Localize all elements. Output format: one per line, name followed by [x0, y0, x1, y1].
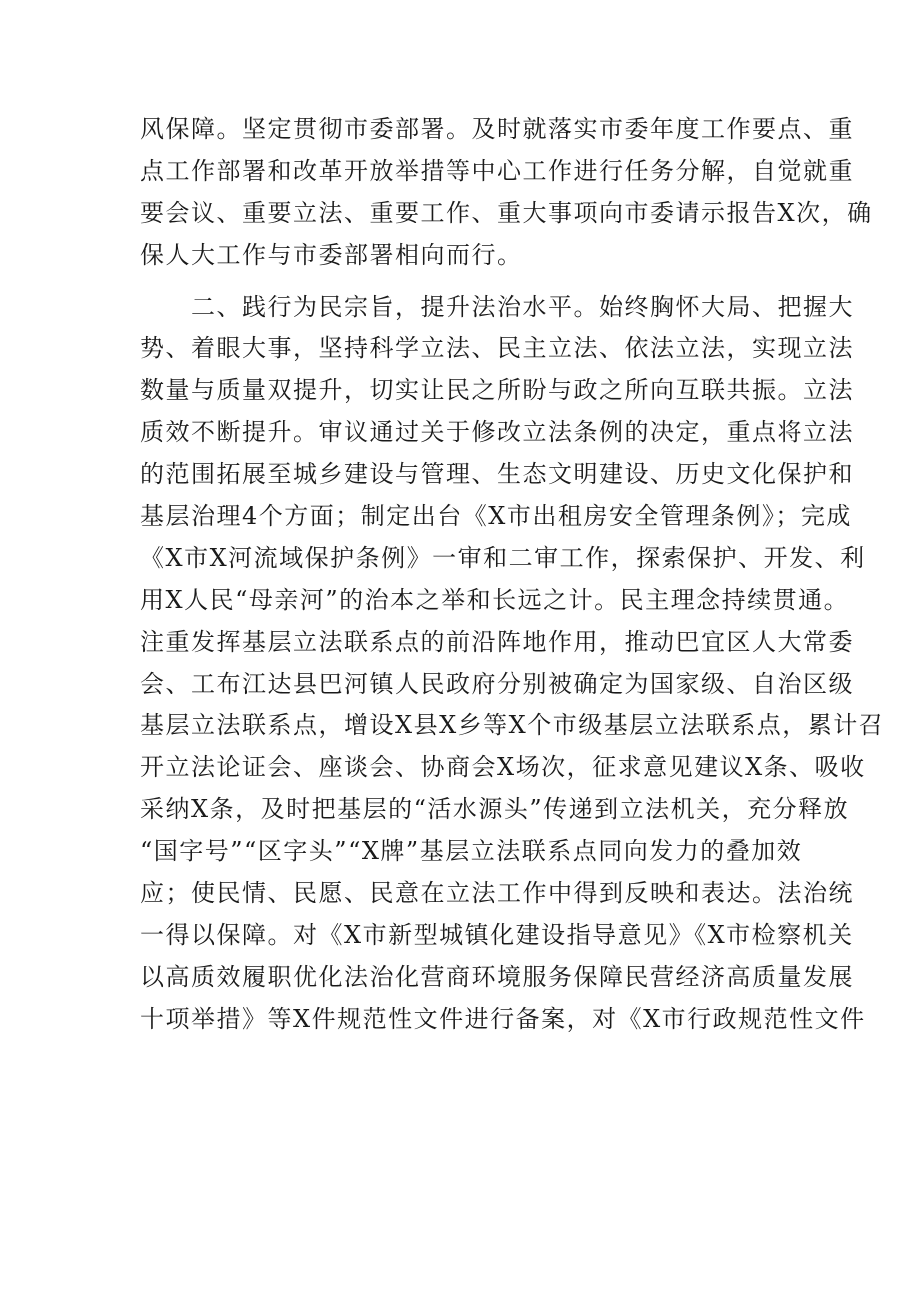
text-line: 风保障。坚定贯彻市委部署。及时就落实市委年度工作要点、重	[140, 115, 854, 143]
text-line: 一得以保障。对《X市新型城镇化建设指导意见》《X市检察机关	[140, 920, 854, 949]
text-line: 会、工布江达县巴河镇人民政府分别被确定为国家级、自治区级	[140, 669, 854, 698]
text-line: 基层立法联系点，增设X县X乡等X个市级基层立法联系点，累计召	[140, 711, 885, 740]
text-line: 点工作部署和改革开放举措等中心工作进行任务分解，自觉就重	[140, 156, 854, 185]
text-line: “国字号”“区字头”“X牌”基层立法联系点同向发力的叠加效	[140, 837, 803, 866]
paragraph-gap	[140, 277, 788, 287]
text-line: 质效不断提升。审议通过关于修改立法条例的决定，重点将立法	[140, 418, 854, 447]
text-line: 数量与质量双提升，切实让民之所盼与政之所向互联共振。立法	[140, 376, 854, 405]
document-body	[140, 109, 885, 1041]
text-line: 《X市X河流域保护条例》一审和二审工作，探索保护、开发、利	[140, 543, 866, 572]
text-line: 十项举措》等X件规范性文件进行备案，对《X市行政规范性文件	[140, 1004, 866, 1033]
text-line: 保人大工作与市委部署相向而行。	[140, 240, 523, 269]
text-line: 势、着眼大事，坚持科学立法、民主立法、依法立法，实现立法	[140, 334, 854, 363]
text-line: 基层治理4个方面；制定出台《X市出租房安全管理条例》；完成	[140, 502, 852, 531]
text-line: 采纳X条，及时把基层的“活水源头”传递到立法机关，充分释放	[140, 795, 850, 824]
text-line: 应；使民情、民愿、民意在立法工作中得到反映和表达。法治统	[140, 879, 854, 908]
text-line: 的范围拓展至城乡建设与管理、生态文明建设、历史文化保护和	[140, 460, 854, 489]
text-line: 用X人民“母亲河”的治本之举和长远之计。民主理念持续贯通。	[140, 585, 850, 614]
paragraph-heading-line: 二、践行为民宗旨，提升法治水平。始终胸怀大局、把握大	[140, 292, 854, 321]
text-line: 开立法论证会、座谈会、协商会X场次，征求意见建议X条、吸收	[140, 753, 866, 782]
text-line: 注重发挥基层立法联系点的前沿阵地作用，推动巴宜区人大常委	[140, 627, 854, 656]
text-line: 要会议、重要立法、重要工作、重大事项向市委请示报告X次，确	[140, 198, 873, 227]
text-line: 以高质效履职优化法治化营商环境服务保障民营经济高质量发展	[140, 962, 854, 991]
